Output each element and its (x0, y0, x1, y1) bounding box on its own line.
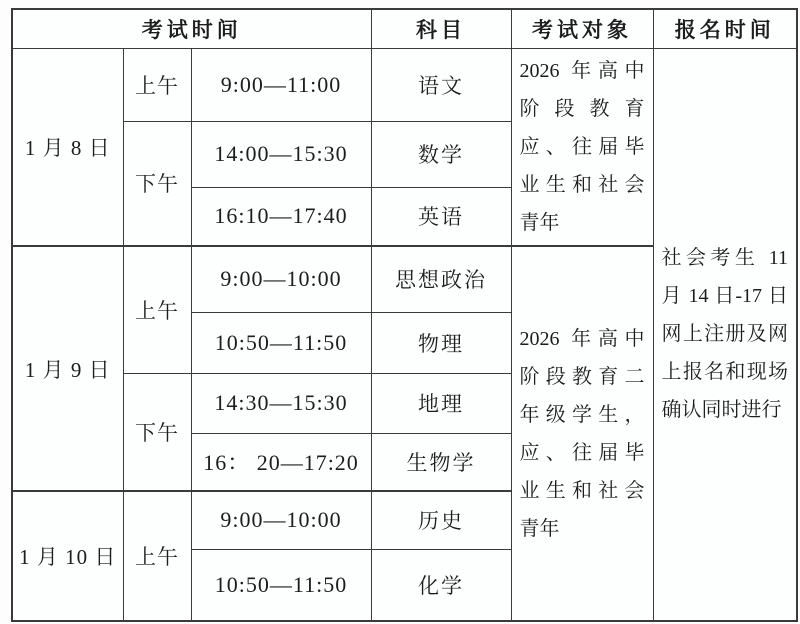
col-header-signup-time: 报名时间 (653, 9, 797, 48)
subject-politics: 思想政治 (371, 246, 511, 312)
subject-biology: 生物学 (371, 433, 511, 491)
header-row (12, 9, 797, 48)
time-slot-chemistry: 10:50—11:50 (191, 549, 371, 621)
time-slot-geography: 14:30—15:30 (191, 373, 371, 433)
col-header-exam-target: 考试对象 (511, 9, 653, 48)
exam-date-jan9: 1 月 9 日 (12, 246, 123, 491)
period-jan9-morning: 上午 (123, 246, 191, 373)
period-jan8-morning: 上午 (123, 48, 191, 121)
subject-history: 历史 (371, 491, 511, 549)
period-jan10-morning: 上午 (123, 491, 191, 621)
exam-schedule-table (11, 8, 798, 622)
exam-date-jan10: 1 月 10 日 (12, 491, 123, 621)
col-header-exam-time: 考试时间 (12, 9, 371, 48)
time-slot-math: 14:00—15:30 (191, 121, 371, 187)
subject-english: 英语 (371, 187, 511, 246)
signup-time-cell: 社会考生 11 月 14 日-17 日 网上注册及网 上报名和现场 确认同时进行 (653, 48, 797, 621)
time-slot-politics: 9:00—10:00 (191, 246, 371, 312)
time-slot-biology: 16： 20—17:20 (191, 433, 371, 491)
subject-math: 数学 (371, 121, 511, 187)
time-slot-history: 9:00—10:00 (191, 491, 371, 549)
period-jan9-afternoon: 下午 (123, 373, 191, 491)
exam-target-group1: 2026 年高中 阶段教育 应、往届毕 业生和社会 青年 (511, 48, 653, 246)
subject-physics: 物理 (371, 312, 511, 373)
subject-chinese: 语文 (371, 48, 511, 121)
exam-date-jan8: 1 月 8 日 (12, 48, 123, 246)
time-slot-physics: 10:50—11:50 (191, 312, 371, 373)
time-slot-chinese: 9:00—11:00 (191, 48, 371, 121)
period-jan8-afternoon: 下午 (123, 121, 191, 246)
subject-geography: 地理 (371, 373, 511, 433)
table-row (12, 48, 797, 121)
time-slot-english: 16:10—17:40 (191, 187, 371, 246)
subject-chemistry: 化学 (371, 549, 511, 621)
col-header-subject: 科目 (371, 9, 511, 48)
exam-target-group2: 2026 年高中 阶段教育二 年级学生， 应、往届毕 业生和社会 青年 (511, 246, 653, 621)
